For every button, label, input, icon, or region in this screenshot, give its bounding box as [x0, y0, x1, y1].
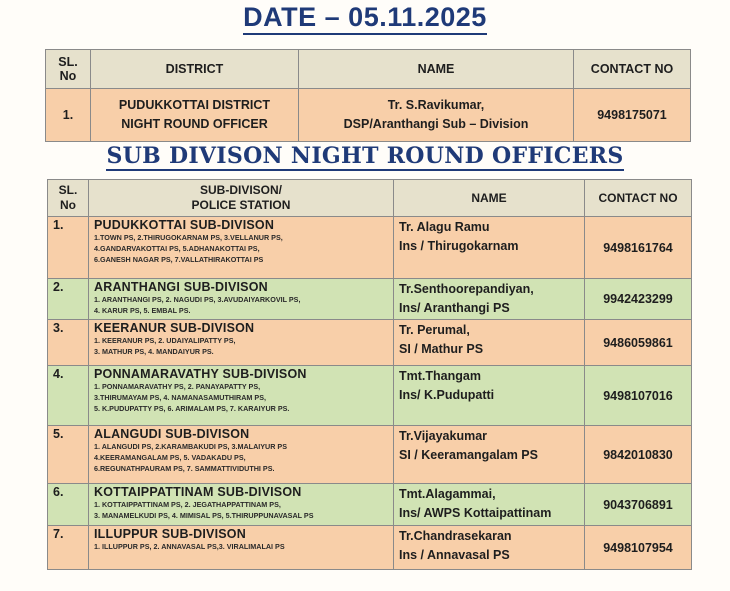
subdivision-cell	[89, 526, 394, 570]
police-station-line: 6.GANESH NAGAR PS, 7.VALLATHIRAKOTTAI PS	[94, 255, 264, 264]
contact-cell: 9942423299	[585, 279, 692, 320]
header-name: NAME	[299, 50, 574, 89]
table-row	[48, 366, 692, 426]
officer-name: Tr. Alagu Ramu	[399, 220, 490, 234]
table-row	[48, 217, 692, 279]
header-contact: CONTACT NO	[585, 180, 692, 217]
police-station-list	[94, 335, 392, 357]
subdivision-name: PUDUKKOTTAI SUB-DIVISON	[94, 218, 275, 232]
police-station-line: 3. MANAMELKUDI PS, 4. MIMISAL PS, 5.THIRUPPUNAVASAL PS	[94, 511, 314, 520]
subdivision-cell	[89, 366, 394, 426]
header-subdivision: SUB-DIVISON/ POLICE STATION	[89, 180, 394, 217]
contact-cell: 9498161764	[585, 217, 692, 279]
police-station-list	[94, 232, 392, 265]
district-cell	[91, 89, 299, 142]
officer-designation: Ins / Annavasal PS	[399, 548, 510, 562]
contact-cell: 9498175071	[574, 89, 691, 142]
header-district: DISTRICT	[91, 50, 299, 89]
officer-name: Tmt.Alagammai,	[399, 487, 496, 501]
subdivision-cell	[89, 320, 394, 366]
police-station-list	[94, 499, 392, 521]
subdivision-cell	[89, 279, 394, 320]
police-station-line: 1. PONNAMARAVATHY PS, 2. PANAYAPATTY PS,	[94, 382, 261, 391]
police-station-line: 1. ARANTHANGI PS, 2. NAGUDI PS, 3.AVUDAIYARKOVIL PS,	[94, 295, 301, 304]
police-station-list	[94, 441, 392, 474]
header-name: NAME	[394, 180, 585, 217]
row-sl: 5.	[48, 426, 89, 484]
subdivision-name: KOTTAIPPATTINAM SUB-DIVISON	[94, 485, 302, 499]
contact-cell: 9486059861	[585, 320, 692, 366]
subdivision-name: KEERANUR SUB-DIVISON	[94, 321, 255, 335]
officer-name: Tr.Chandrasekaran	[399, 529, 512, 543]
officer-cell	[394, 279, 585, 320]
subdivision-cell	[89, 426, 394, 484]
district-officer-table	[45, 49, 691, 142]
name-cell	[299, 89, 574, 142]
police-station-line: 3.THIRUMAYAM PS, 4. NAMANASAMUTHIRAM PS,	[94, 393, 266, 402]
police-station-list	[94, 294, 392, 316]
subdivision-title: SUB DIVISON NIGHT ROUND OFFICERS	[106, 143, 624, 169]
header-sl-no: SL. No	[46, 50, 91, 89]
name-line1: Tr. S.Ravikumar,	[387, 98, 485, 112]
police-station-line: 1. ILLUPPUR PS, 2. ANNAVASAL PS,3. VIRALIMALAI PS	[94, 542, 285, 551]
table-row	[48, 320, 692, 366]
police-station-line: 1. KOTTAIPPATTINAM PS, 2. JEGATHAPPATTINAM PS,	[94, 500, 281, 509]
officer-cell	[394, 217, 585, 279]
officer-designation: Ins/ K.Pudupatti	[399, 388, 495, 402]
police-station-line: 6.REGUNATHPAURAM PS, 7. SAMMATTIVIDUTHI PS.	[94, 464, 275, 473]
police-station-line: 4.GANDARVAKOTTAI PS, 5.ADHANAKOTTAI PS,	[94, 244, 260, 253]
police-station-list	[94, 541, 392, 552]
subdivision-name: ARANTHANGI SUB-DIVISON	[94, 280, 268, 294]
name-line2: DSP/Aranthangi Sub – Division	[343, 117, 529, 131]
police-station-line: 1. KEERANUR PS, 2. UDAIYALIPATTY PS,	[94, 336, 236, 345]
row-sl: 4.	[48, 366, 89, 426]
header-contact: CONTACT NO	[574, 50, 691, 89]
date-title: DATE – 05.11.2025	[0, 2, 730, 33]
officer-cell	[394, 320, 585, 366]
subdivision-name: ALANGUDI SUB-DIVISON	[94, 427, 250, 441]
officer-name: Tr. Perumal,	[399, 323, 470, 337]
table-row	[46, 89, 691, 142]
row-sl: 3.	[48, 320, 89, 366]
row-sl: 2.	[48, 279, 89, 320]
police-station-line: 1.TOWN PS, 2.THIRUGOKARNAM PS, 3.VELLANUR PS,	[94, 233, 283, 242]
police-station-line: 5. K.PUDUPATTY PS, 6. ARIMALAM PS, 7. KARAIYUR PS.	[94, 404, 290, 413]
row-sl: 7.	[48, 526, 89, 570]
contact-cell: 9842010830	[585, 426, 692, 484]
subdivision-officers-table	[47, 179, 692, 570]
subdivision-cell	[89, 484, 394, 526]
table-row	[48, 484, 692, 526]
officer-cell	[394, 484, 585, 526]
officer-name: Tr.Senthoorepandiyan,	[399, 282, 534, 296]
officer-designation: Ins/ Aranthangi PS	[399, 301, 510, 315]
officer-designation: SI / Keeramangalam PS	[399, 448, 538, 462]
officer-name: Tmt.Thangam	[399, 369, 481, 383]
officer-cell	[394, 426, 585, 484]
officer-designation: Ins/ AWPS Kottaipattinam	[399, 506, 552, 520]
subdivision-cell	[89, 217, 394, 279]
police-station-line: 4.KEERAMANGALAM PS, 5. VADAKADU PS,	[94, 453, 246, 462]
table-row	[48, 526, 692, 570]
header-sl-no: SL. No	[48, 180, 89, 217]
police-station-line: 3. MATHUR PS, 4. MANDAIYUR PS.	[94, 347, 214, 356]
district-line2: NIGHT ROUND OFFICER	[121, 117, 268, 131]
officer-cell	[394, 526, 585, 570]
police-station-line: 4. KARUR PS, 5. EMBAL PS.	[94, 306, 191, 315]
officer-designation: SI / Mathur PS	[399, 342, 484, 356]
table-header-row	[48, 180, 692, 217]
table-row	[48, 279, 692, 320]
subdivision-name: ILLUPPUR SUB-DIVISON	[94, 527, 246, 541]
district-line1: PUDUKKOTTAI DISTRICT	[118, 98, 271, 112]
police-station-line: 1. ALANGUDI PS, 2.KARAMBAKUDI PS, 3.MALAIYUR PS	[94, 442, 288, 451]
contact-cell: 9043706891	[585, 484, 692, 526]
contact-cell: 9498107016	[585, 366, 692, 426]
row-sl: 1.	[46, 89, 91, 142]
police-station-list	[94, 381, 392, 414]
officer-cell	[394, 366, 585, 426]
officer-designation: Ins / Thirugokarnam	[399, 239, 519, 253]
officer-name: Tr.Vijayakumar	[399, 429, 488, 443]
subdivision-name: PONNAMARAVATHY SUB-DIVISON	[94, 367, 307, 381]
row-sl: 6.	[48, 484, 89, 526]
row-sl: 1.	[48, 217, 89, 279]
contact-cell: 9498107954	[585, 526, 692, 570]
table-row	[48, 426, 692, 484]
table-header-row	[46, 50, 691, 89]
